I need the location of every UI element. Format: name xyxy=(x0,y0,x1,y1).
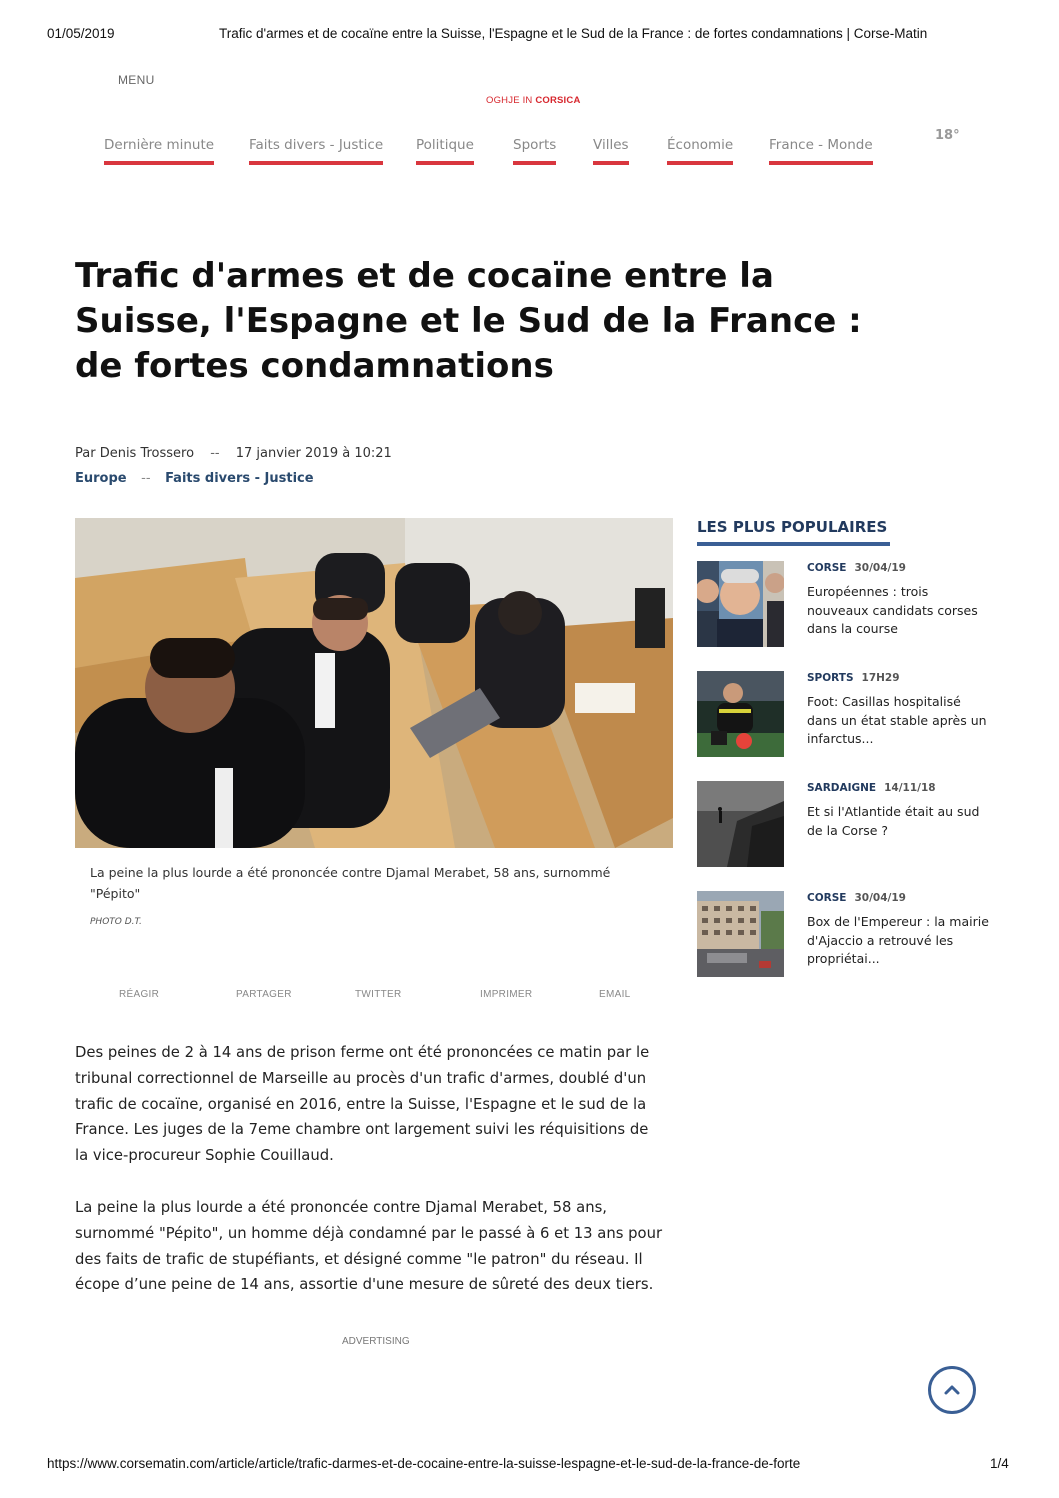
popular-date: 14/11/18 xyxy=(884,782,936,794)
author[interactable]: Par Denis Trossero xyxy=(75,446,195,461)
popular-category[interactable]: CORSE xyxy=(807,892,847,904)
nav-item-france-monde[interactable]: France - Monde xyxy=(769,137,873,165)
popular-headline[interactable]: Foot: Casillas hospitalisé dans un état stable après un infarctus... xyxy=(807,694,987,746)
nav-item-politique[interactable]: Politique xyxy=(416,137,474,165)
popular-meta xyxy=(807,562,906,574)
popular-date: 30/04/19 xyxy=(854,892,906,904)
print-button[interactable]: IMPRIMER xyxy=(480,989,533,1000)
nav-item-villes[interactable]: Villes xyxy=(593,137,629,165)
brand-name: CORSICA xyxy=(535,95,581,106)
email-button[interactable]: EMAIL xyxy=(599,989,631,1000)
tag-separator: -- xyxy=(141,471,151,486)
print-page-number: 1/4 xyxy=(990,1456,1009,1471)
candidates-thumbnail-image xyxy=(697,561,784,647)
popular-item[interactable] xyxy=(697,891,997,979)
popular-thumbnail[interactable] xyxy=(697,561,784,647)
tag-europe[interactable]: Europe xyxy=(75,471,127,486)
article-paragraph: Des peines de 2 à 14 ans de prison ferme ont été prononcées ce matin par le tribunal correctionnel de Marseille au procès d'un trafic d'armes, doublé d'un trafic de cocaïne, organisé en 2016, entre la Suisse, l'Espagne et le sud de la France. Les juges de la 7eme chambre ont largement suivi les réquisitions de la vice-procureur Sophie Couillaud. xyxy=(75,1044,650,1165)
popular-meta xyxy=(807,672,900,684)
react-button[interactable]: RÉAGIR xyxy=(119,989,160,1000)
popular-item[interactable] xyxy=(697,561,997,649)
brand-prefix: OGHJE IN xyxy=(486,95,533,106)
popular-item[interactable] xyxy=(697,671,997,759)
weather-temperature[interactable]: 18° xyxy=(935,128,960,143)
article-photo xyxy=(75,518,673,848)
popular-headline[interactable]: Box de l'Empereur : la mairie d'Ajaccio a retrouvé les propriétai... xyxy=(807,914,989,966)
popular-headline[interactable]: Européennes : trois nouveaux candidats corses dans la course xyxy=(807,584,978,636)
chevron-up-icon xyxy=(931,1369,973,1411)
popular-category[interactable]: SPORTS xyxy=(807,672,854,684)
byline-separator: -- xyxy=(210,446,220,461)
popular-meta xyxy=(807,782,936,794)
nav-item-faits-divers[interactable]: Faits divers - Justice xyxy=(249,137,383,165)
popular-item[interactable] xyxy=(697,781,997,869)
print-url: https://www.corsematin.com/article/article/trafic-darmes-et-de-cocaine-entre-la-suisse-lespagne-et-le-sud-de-la-france-de-forte xyxy=(47,1456,801,1471)
advertising-label: ADVERTISING xyxy=(342,1336,410,1347)
diver-thumbnail-image xyxy=(697,781,784,867)
publish-date: 17 janvier 2019 à 10:21 xyxy=(235,446,392,461)
popular-thumbnail[interactable] xyxy=(697,891,784,977)
popular-thumbnail[interactable] xyxy=(697,671,784,757)
popular-category[interactable]: SARDAIGNE xyxy=(807,782,877,794)
casillas-thumbnail-image xyxy=(697,671,784,757)
article-title: Trafic d'armes et de cocaïne entre la Suisse, l'Espagne et le Sud de la France : de fortes condamnations xyxy=(75,256,862,386)
popular-date: 30/04/19 xyxy=(854,562,906,574)
photo-credit: PHOTO D.T. xyxy=(90,917,142,927)
print-date: 01/05/2019 xyxy=(47,26,115,41)
menu-button[interactable]: MENU xyxy=(118,73,155,87)
byline xyxy=(75,446,392,461)
share-button[interactable]: PARTAGER xyxy=(236,989,292,1000)
tag-faits-divers[interactable]: Faits divers - Justice xyxy=(165,471,314,486)
building-thumbnail-image xyxy=(697,891,784,977)
nav-item-economie[interactable]: Économie xyxy=(667,137,733,165)
article-paragraph: La peine la plus lourde a été prononcée contre Djamal Merabet, 58 ans, surnommé "Pépito", un homme déjà condamné par le passé à 6 et 13 ans pour des faits de trafic de stupéfiants, et désigné comme "le patron" du réseau. Il écope d’une peine de 14 ans, assortie d'une mesure de sûreté des deux tiers. xyxy=(75,1199,663,1294)
print-title: Trafic d'armes et de cocaïne entre la Suisse, l'Espagne et le Sud de la France : de fortes condamnations | Corse-Matin xyxy=(219,26,928,41)
sidebar-title: LES PLUS POPULAIRES xyxy=(697,518,890,546)
brand-logo[interactable] xyxy=(486,95,581,106)
scroll-to-top-button[interactable] xyxy=(928,1366,976,1414)
popular-category[interactable]: CORSE xyxy=(807,562,847,574)
popular-meta xyxy=(807,892,906,904)
nav-item-sports[interactable]: Sports xyxy=(513,137,556,165)
popular-thumbnail[interactable] xyxy=(697,781,784,867)
nav-item-derniere-minute[interactable]: Dernière minute xyxy=(104,137,214,165)
article-tags xyxy=(75,471,314,486)
popular-headline[interactable]: Et si l'Atlantide était au sud de la Corse ? xyxy=(807,804,980,838)
twitter-button[interactable]: TWITTER xyxy=(355,989,402,1000)
photo-caption: La peine la plus lourde a été prononcée contre Djamal Merabet, 58 ans, surnommé "Pépito" xyxy=(90,865,611,901)
popular-date: 17H29 xyxy=(861,672,900,684)
courtroom-photo-illustration xyxy=(75,518,673,848)
